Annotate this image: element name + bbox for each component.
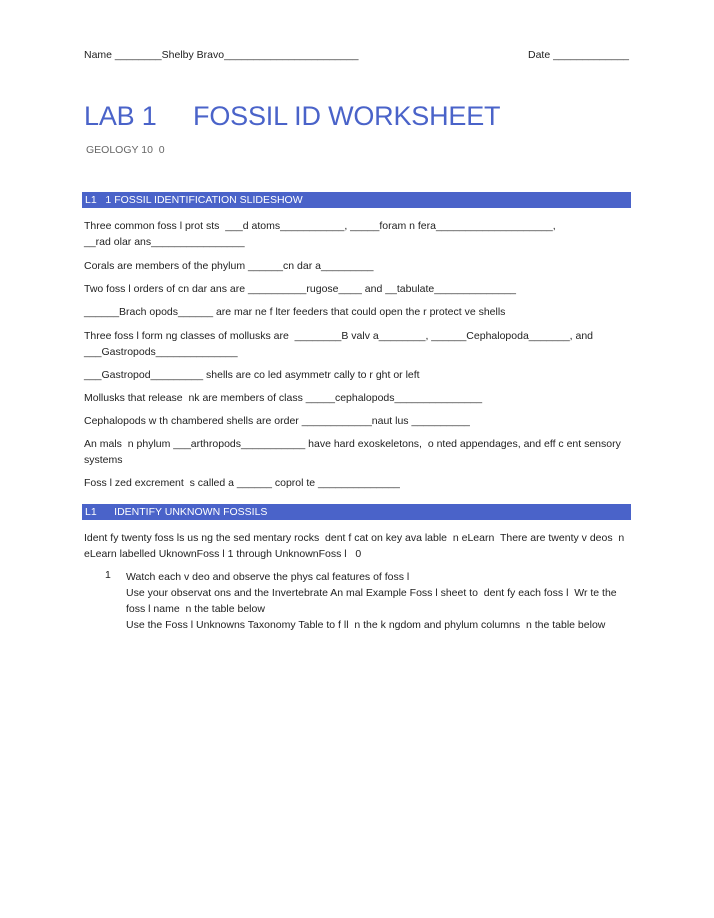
question-ink: Mollusks that release nk are members of class _____cephalopods_______________: [84, 392, 483, 404]
course-subtitle: GEOLOGY 10 0: [86, 144, 165, 156]
unknown-fossils-intro: Ident fy twenty foss ls us ng the sed mentary rocks dent f cat on key ava lable n eLearn There are twenty v deos n eLearn labelled UknownFoss l 1 through UnknownFoss l 0: [84, 532, 625, 560]
step-watch-video: Watch each v deo and observe the phys cal features of foss l: [126, 571, 410, 583]
question-brachiopods: ______Brach opods______ are mar ne f lter feeders that could open the r protect ve shells: [84, 306, 506, 318]
date-field: Date _____________: [527, 49, 629, 61]
question-cnidarian-orders: Two foss l orders of cn dar ans are __________rugose____ and __tabulate______________: [84, 283, 517, 295]
step-taxonomy-table: Use the Foss l Unknowns Taxonomy Table to f ll n the k ngdom and phylum columns n the table below: [126, 619, 606, 631]
question-arthropods: An mals n phylum ___arthropods___________ have hard exoskeletons, o nted appendages, and eff c ent sensory systems: [84, 438, 621, 466]
question-chambered-shells: Cephalopods w th chambered shells are order ____________naut lus __________: [84, 415, 470, 427]
question-corals: Corals are members of the phylum ______cn dar a_________: [84, 260, 374, 272]
name-field: Name ________Shelby Bravo_______________________: [84, 49, 359, 61]
question-mollusk-classes: Three foss l form ng classes of mollusks are ________B valv a________, ______Cephalopoda_______, and ___Gastropods______________: [84, 330, 594, 358]
page-title: LAB 1 FOSSIL ID WORKSHEET: [84, 101, 501, 131]
section-heading-unknown-fossils: L1 IDENTIFY UNKNOWN FOSSILS: [82, 504, 631, 520]
step-number: 1: [105, 569, 111, 581]
question-gastropod: ___Gastropod_________ shells are co led asymmetr cally to r ght or left: [84, 369, 420, 381]
question-protists: Three common foss l prot sts ___d atoms___________, _____foram n fera____________________, __rad olar ans________________: [84, 220, 556, 248]
question-coprolite: Foss l zed excrement s called a ______ coprol te ______________: [84, 477, 400, 489]
step-identify-fossil: Use your observat ons and the Invertebrate An mal Example Foss l sheet to dent fy each foss l Wr te the foss l name n the table below: [126, 587, 617, 615]
section-heading-slideshow: L1 1 FOSSIL IDENTIFICATION SLIDESHOW: [82, 192, 631, 208]
header-row: [84, 49, 629, 61]
